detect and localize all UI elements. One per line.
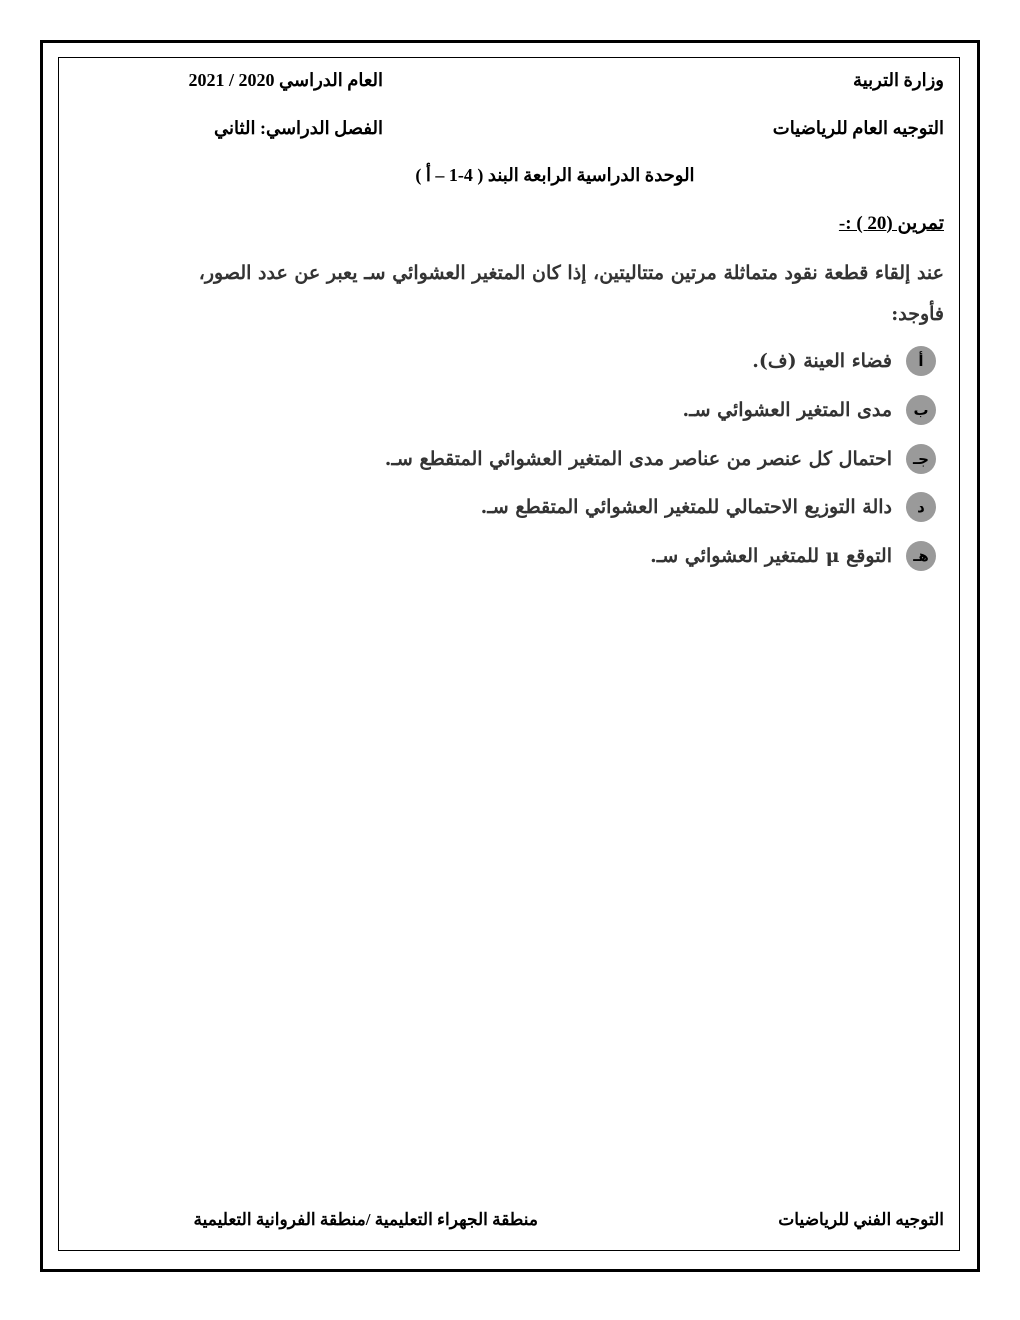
page-inner-border bbox=[58, 57, 960, 1251]
ministry-label: وزارة التربية bbox=[853, 70, 944, 90]
item-marker-e-badge: هـ bbox=[906, 541, 936, 571]
footer-guidance: التوجيه الفني للرياضيات bbox=[778, 1210, 944, 1229]
exercise-intro-line-2: فأوجد: bbox=[891, 303, 944, 325]
item-marker-d-badge: د bbox=[906, 492, 936, 522]
exercise-item-e bbox=[650, 541, 936, 571]
exercise-title: تمرين (20 ) :- bbox=[838, 213, 944, 234]
footer-regions: منطقة الجهراء التعليمية /منطقة الفروانية التعليمية bbox=[193, 1210, 538, 1229]
item-marker-a-badge: أ bbox=[906, 346, 936, 376]
item-text-e: التوقع μ للمتغير العشوائي سـ. bbox=[650, 545, 892, 567]
unit-title: الوحدة الدراسية الرابعة البند ( 4-1 – أ ) bbox=[415, 165, 695, 185]
item-text-b: مدى المتغير العشوائي سـ. bbox=[682, 399, 892, 421]
guidance-label: التوجيه العام للرياضيات bbox=[772, 118, 944, 138]
item-text-d: دالة التوزيع الاحتمالي للمتغير العشوائي المتقطع سـ. bbox=[480, 496, 892, 518]
semester-label: الفصل الدراسي: الثاني bbox=[214, 118, 383, 138]
exercise-item-d bbox=[481, 492, 936, 522]
exercise-item-a bbox=[752, 346, 936, 376]
item-marker-c-badge: جـ bbox=[906, 444, 936, 474]
exercise-intro-line-1: عند إلقاء قطعة نقود متماثلة مرتين متتاليتين، إذا كان المتغير العشوائي سـ يعبر عن عدد الصور، bbox=[198, 262, 944, 284]
exercise-item-c bbox=[385, 444, 936, 474]
exercise-item-b bbox=[682, 395, 936, 425]
item-text-a: فضاء العينة (ف). bbox=[752, 350, 892, 372]
item-text-c: احتمال كل عنصر من عناصر مدى المتغير العشوائي المتقطع سـ. bbox=[384, 448, 892, 470]
academic-year-label: العام الدراسي 2020 / 2021 bbox=[188, 70, 383, 90]
item-marker-b-badge: ب bbox=[906, 395, 936, 425]
